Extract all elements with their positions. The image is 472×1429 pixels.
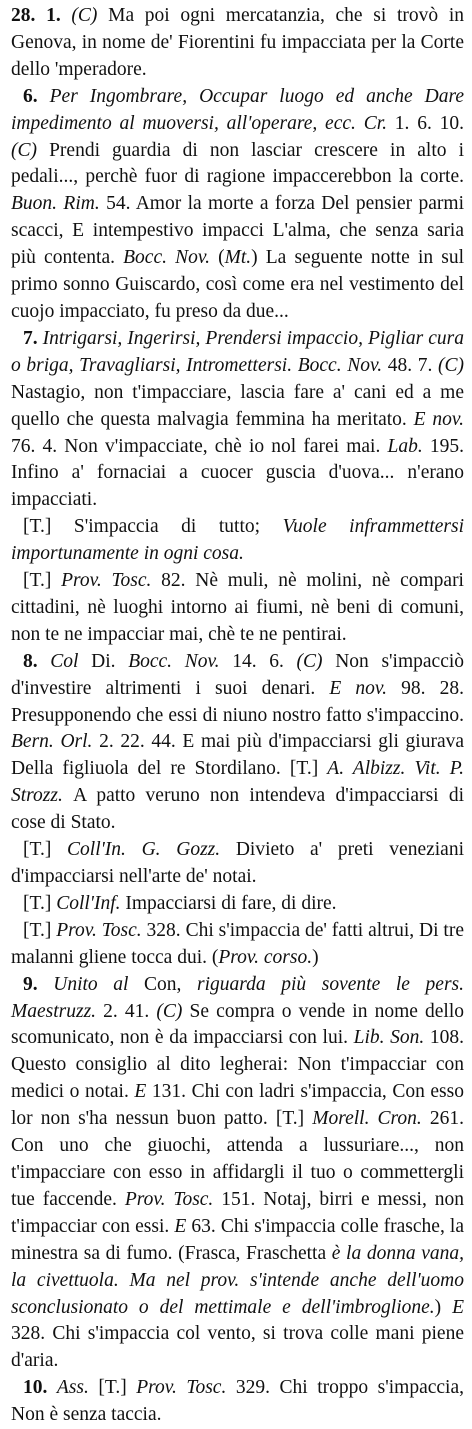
italic-text: Vuole inframmettersi importunamente in ogni cosa. xyxy=(11,516,464,565)
entry-paragraph-p10 xyxy=(11,972,464,1376)
entry-paragraph-p5 xyxy=(11,568,464,649)
text-run: ) La seguente notte in sul primo sonno Guiscardo, così come era nel vestimento del cuojo impacciato, fu preso da due... xyxy=(11,247,465,322)
italic-text: E nov. xyxy=(329,677,402,699)
italic-text: Lab. xyxy=(387,435,430,457)
italic-text: Mt. xyxy=(224,247,252,269)
text-run: Se compra o vende in nome dello scomunicato, non è da impacciarsi con lui. xyxy=(11,1000,465,1049)
text-run: 48. 7. xyxy=(387,354,439,376)
sense-number: 28. 1. xyxy=(11,5,72,26)
italic-text: Prov. Tosc. xyxy=(56,919,147,941)
text-run: [T.] xyxy=(98,1377,137,1399)
text-run: 2. 22. 44. E mai più d'impacciarsi gli giurava Della figliuola del re Stordilano. [T.] xyxy=(11,731,465,780)
text-run: Di. xyxy=(91,650,129,672)
entry-paragraph-p8 xyxy=(11,891,464,918)
italic-text: è la donna vana, la civettuola. Ma nel prov. s'intende anche dell'uomo sconclusionato o del mettimale e dell'imbroglione. xyxy=(11,1242,464,1318)
text-run: ( xyxy=(218,247,225,269)
text-run: 261. Con uno che giuochi, attenda a lussuriare..., non t'impacciare con esso in affidargli il tuo o commettergli tue faccende. xyxy=(11,1108,464,1210)
italic-text: Bocc. Nov. xyxy=(128,650,233,672)
sense-number: 6. xyxy=(23,85,50,107)
italic-text: Per Ingombrare, Occupar luogo ed anche Dare impedimento al muoversi, all'operare, ecc. Cr. xyxy=(11,85,465,134)
text-run: 195. Infino a' fornaciai a cuocer guscia d'uova... n'erano impacciati. xyxy=(11,435,464,511)
entry-paragraph-p11 xyxy=(11,1375,464,1429)
italic-text: Morell. Cron. xyxy=(312,1108,430,1130)
sense-number: 7. xyxy=(23,327,43,349)
italic-text: Unito al xyxy=(53,973,145,995)
entry-paragraph-p6 xyxy=(11,649,464,837)
entry-paragraph-p4 xyxy=(11,514,464,568)
text-run: 63. Chi s'impaccia colle frasche, la minestra sa di fumo. (Frasca, Fraschetta xyxy=(11,1215,464,1264)
text-run: 98. 28. Presupponendo che essi di niuno nostro fatto s'impaccino. xyxy=(11,677,464,726)
italic-text: Col xyxy=(50,650,92,672)
text-run: Con, xyxy=(144,973,198,995)
italic-text: Bern. Orl. xyxy=(11,731,100,753)
italic-text: Intrigarsi, Ingerirsi, Prendersi impaccio, Pigliar cura o briga, Travagliarsi, Intromettersi. Bocc. Nov. xyxy=(11,327,464,376)
text-run: 108. Questo consiglio al dito legherai: Non t'impacciar con medici o notai. xyxy=(11,1027,464,1103)
text-run: 131. Chi con ladri s'impaccia, Con esso lor non s'ha nessun buon patto. [T.] xyxy=(11,1081,464,1130)
text-run: 54. Amor la morte a forza Del pensier parmi scacci, E intempestivo impacci L'alma, che senza saria più contenta. xyxy=(11,193,464,269)
italic-text: Prov. Tosc. xyxy=(136,1377,236,1399)
entry-paragraph-p2 xyxy=(11,84,464,326)
entry-paragraph-p1 xyxy=(11,3,464,84)
sense-number: 8. xyxy=(23,650,51,672)
entry-paragraph-p7 xyxy=(11,837,464,891)
text-run: 151. Notaj, birri e messi, non t'impacciar con essi. xyxy=(11,1188,465,1237)
italic-text: Ass. xyxy=(56,1377,99,1399)
text-run: [T.] xyxy=(23,919,57,941)
text-run: [T.] xyxy=(23,892,57,914)
text-run: 76. 4. Non v'impacciate, chè io nol farei mai. xyxy=(11,435,388,457)
italic-text: E xyxy=(134,1081,152,1103)
text-run: [T.] xyxy=(23,570,62,592)
text-run: Non s'impacciò d'investire altrimenti i suoi denari. xyxy=(11,650,465,699)
text-run: 82. Nè muli, nè molini, nè compari cittadini, nè luoghi intorno ai fiumi, nè beni di comuni, non te ne impacciar mai, chè te ne pentirai. xyxy=(11,570,464,645)
italic-text: Coll'In. G. Gozz. xyxy=(67,839,236,861)
text-run: A patto veruno non intendeva d'impacciarsi di cose di Stato. xyxy=(11,785,464,834)
italic-text: Prov. Tosc. xyxy=(124,1188,222,1210)
text-run: ) xyxy=(312,946,319,968)
italic-text: (C) xyxy=(11,139,50,161)
italic-text: Buon. Rim. xyxy=(11,193,107,215)
text-run: 1. 6. 10. xyxy=(394,112,464,134)
italic-text: E xyxy=(174,1215,192,1237)
italic-text: Coll'Inf. xyxy=(56,892,126,914)
text-run: Divieto a' preti veneziani d'impacciarsi nell'arte de' notai. xyxy=(11,839,464,887)
text-run: 328. Chi s'impaccia col vento, si trova colle mani piene d'aria. xyxy=(11,1323,464,1372)
sense-number: 10. xyxy=(23,1377,57,1399)
italic-text: (C) xyxy=(156,1000,190,1022)
text-run: 329. Chi troppo s'impaccia, Non è senza taccia. xyxy=(11,1377,465,1426)
italic-text: Prov. corso. xyxy=(218,946,313,968)
text-run: Ma poi ogni mercatanzia, che si trovò in Genova, in nome de' Fiorentini fu impacciata per la Corte dello 'mperadore. xyxy=(11,5,465,80)
italic-text: E nov. xyxy=(413,408,464,430)
italic-text: riguarda più sovente le pers. Maestruzz. xyxy=(11,973,464,1022)
sense-number: 9. xyxy=(23,973,54,995)
text-run: [T.] S'impaccia di tutto; xyxy=(23,516,283,538)
italic-text: (C) xyxy=(71,5,109,26)
text-run: Impacciarsi di fare, di dire. xyxy=(125,892,337,914)
italic-text: (C) xyxy=(296,650,336,672)
text-run: 328. Chi s'impaccia de' fatti altrui, Di tre malanni gliene tocca dui. ( xyxy=(11,919,464,968)
italic-text: A. Albizz. Vit. P. Strozz. xyxy=(11,758,464,807)
italic-text: E xyxy=(452,1296,464,1318)
italic-text: Lib. Son. xyxy=(353,1027,430,1049)
text-run: 14. 6. xyxy=(232,650,297,672)
text-run: [T.] xyxy=(23,839,68,861)
text-run: 2. 41. xyxy=(103,1000,157,1022)
italic-text: (C) xyxy=(438,354,465,376)
italic-text: Bocc. Nov. xyxy=(123,247,219,269)
entry-paragraph-p9 xyxy=(11,918,464,972)
text-run: Nastagio, non t'impacciare, lascia fare a' cani ed a me quello che questa malvagia femmina ha meritato. xyxy=(11,381,464,430)
italic-text: Prov. Tosc. xyxy=(61,570,162,592)
text-run: ) xyxy=(434,1296,453,1318)
text-run: Prendi guardia di non lasciar crescere in alto i pedali..., perchè fuor di ragione impaccerebbon la corte. xyxy=(11,139,464,188)
entry-paragraph-p3 xyxy=(11,326,464,514)
